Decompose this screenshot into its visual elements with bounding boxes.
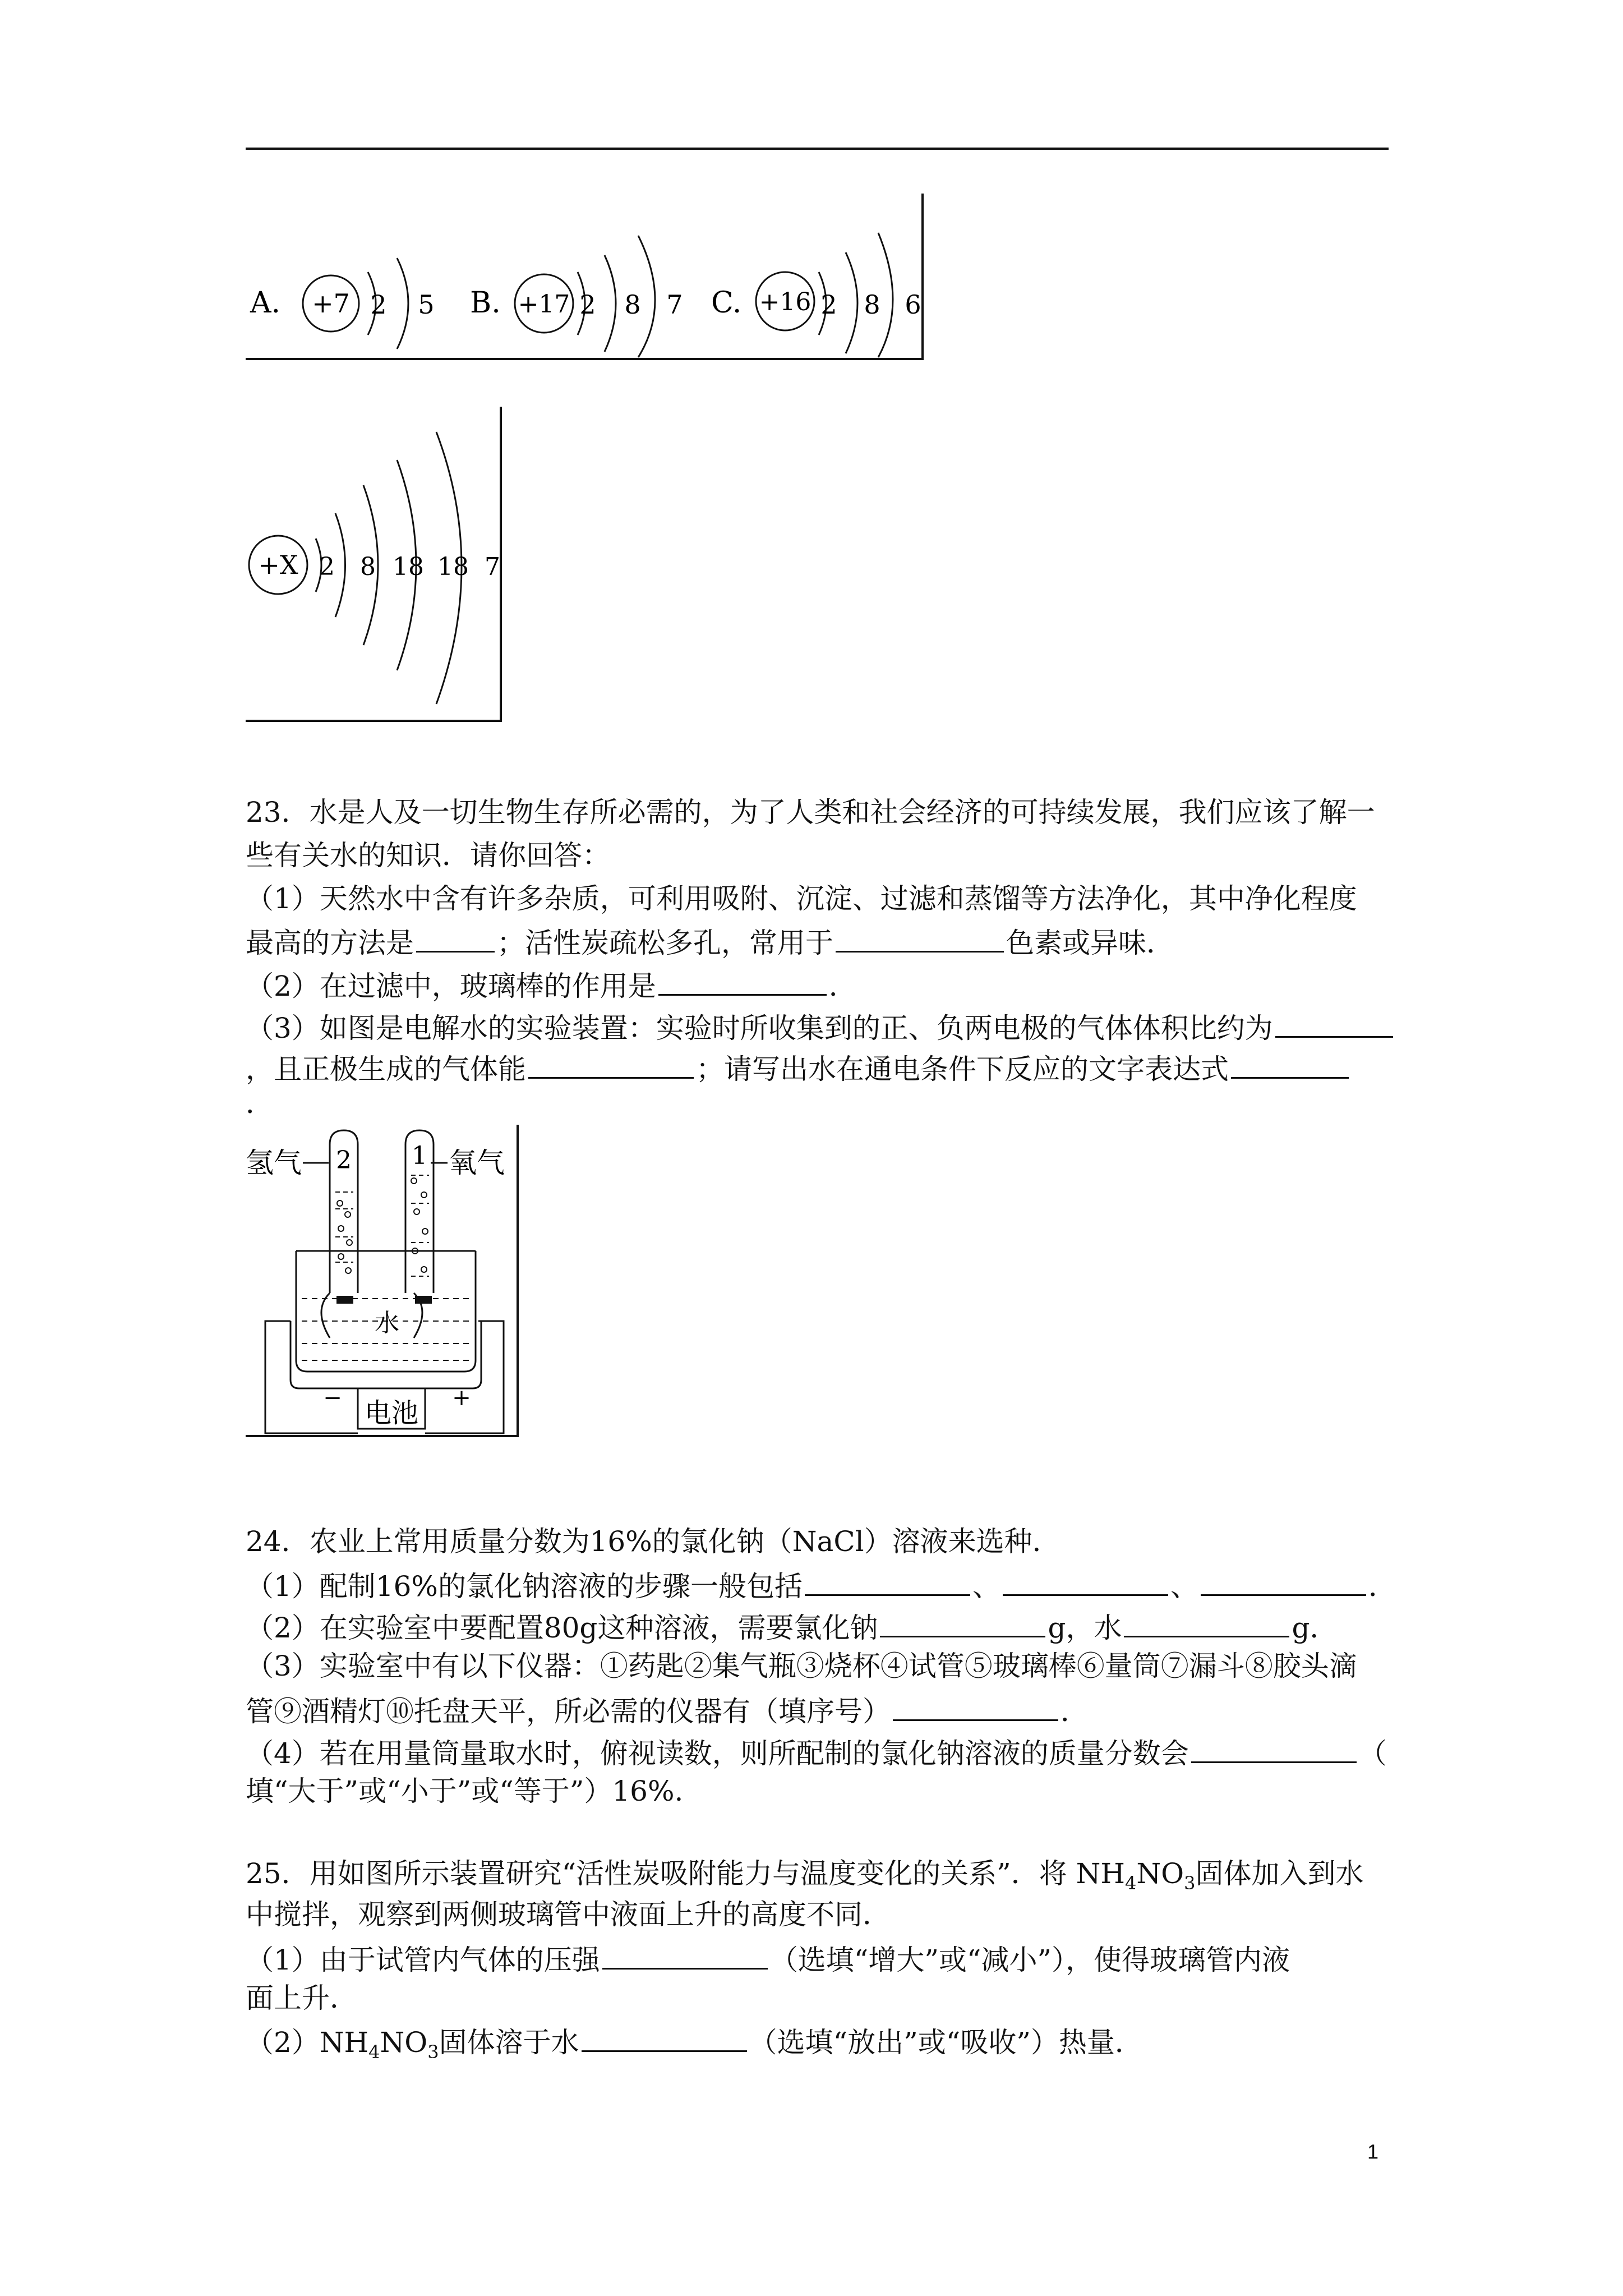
option-a-label: A. (250, 286, 281, 320)
q25-2-no: NO (380, 2026, 428, 2059)
x-atom-shell-1: 2 (319, 553, 335, 581)
q23-1-text-b: ；活性炭疏松多孔，常用于 (497, 927, 833, 959)
electrolysis-figure (246, 1125, 526, 1439)
q23-1-text-c: 色素或异味． (1006, 927, 1174, 959)
q23-blank-word-equation[interactable] (1231, 1049, 1349, 1079)
q25-text-a: 25．用如图所示装置研究“活性炭吸附能力与温度变化的关系”．将 NH (246, 1857, 1125, 1890)
q24-2-text-c: g． (1292, 1612, 1338, 1644)
atom-options-figure (246, 194, 924, 362)
q24-2-text-b: g，水 (1048, 1612, 1122, 1644)
option-a-shell-1: 2 (370, 289, 387, 320)
q24-blank-step-1[interactable] (805, 1566, 970, 1596)
page-number: 1 (1367, 2140, 1379, 2163)
q23-blank-purest-method[interactable] (416, 923, 495, 953)
q23-line-7 (246, 1049, 1396, 1086)
x-atom-figure (246, 407, 504, 724)
q24-line-3 (246, 1608, 1396, 1645)
q24-line-2 (246, 1566, 1396, 1603)
q24-line-7: 填“大于”或“小于”或“等于”）16%. (246, 1775, 684, 1807)
q24-blank-step-2[interactable] (1003, 1566, 1168, 1596)
option-b-shell-3: 7 (666, 289, 683, 320)
q23-2-text-a: （2）在过滤中，玻璃棒的作用是 (246, 970, 656, 1002)
q23-blank-activated-carbon[interactable] (836, 923, 1004, 953)
q24-2-text-a: （2）在实验室中要配置80g这种溶液，需要氯化钠 (246, 1612, 878, 1644)
hydrogen-label: 氢气 (246, 1147, 302, 1179)
q24-blank-instruments[interactable] (893, 1691, 1058, 1721)
q24-sep-2: 、 (1170, 1570, 1198, 1603)
q25-2-sub-3: 3 (427, 2041, 439, 2063)
option-c-nucleus: +16 (759, 288, 811, 316)
q24-sep-1: 、 (972, 1570, 1000, 1603)
q23-line-2: 些有关水的知识．请你回答： (246, 839, 610, 872)
tube-right-number: 1 (412, 1142, 427, 1170)
option-c-shell-2: 8 (864, 289, 880, 320)
q25-2-text-b: 固体溶于水 (439, 2026, 579, 2059)
q23-line-1: 23．水是人及一切生物生存所必需的，为了人类和社会经济的可持续发展，我们应该了解一 (246, 796, 1375, 829)
q23-blank-positive-gas[interactable] (528, 1049, 694, 1079)
x-atom-shell-4: 18 (437, 553, 469, 581)
q23-blank-volume-ratio[interactable] (1275, 1008, 1393, 1038)
x-atom-shell-3: 18 (393, 553, 424, 581)
x-atom-shell-2: 8 (360, 553, 376, 581)
oxygen-label: 氧气 (449, 1147, 505, 1179)
option-c-label: C. (711, 286, 742, 320)
option-b-label: B. (470, 286, 501, 320)
option-a-nucleus: +7 (312, 288, 350, 319)
q25-line-2: 中搅拌，观察到两侧玻璃管中液面上升的高度不同． (246, 1898, 891, 1931)
q24-end-1: ． (1368, 1570, 1396, 1603)
q25-2-sub-4: 4 (368, 2041, 380, 2063)
q25-2-text-a: （2）NH (246, 2026, 369, 2059)
water-label: 水 (375, 1309, 399, 1337)
battery-label: 电池 (364, 1397, 419, 1429)
q23-1-text-a: 最高的方法是 (246, 927, 414, 959)
q25-line-3 (246, 1940, 1396, 1977)
q23-3-text-c: ；请写出水在通电条件下反应的文字表达式 (696, 1053, 1229, 1085)
q24-1-text: （1）配制16%的氯化钠溶液的步骤一般包括 (246, 1570, 803, 1603)
minus-sign: − (323, 1385, 342, 1411)
q25-2-text-c: （选填“放出”或“吸收”）热量． (749, 2026, 1143, 2059)
q25-line-1 (246, 1857, 1396, 1894)
q23-line-3: （1）天然水中含有许多杂质，可利用吸附、沉淀、过滤和蒸馏等方法净化，其中净化程度 (246, 882, 1357, 915)
q23-3-text-b: ，且正极生成的气体能 (246, 1053, 526, 1085)
option-a-shell-2: 5 (418, 289, 435, 320)
q23-line-6 (246, 1008, 1396, 1045)
q24-blank-mass-fraction[interactable] (1191, 1733, 1357, 1763)
q24-end-3: ． (1061, 1695, 1089, 1728)
option-c-shell-1: 2 (820, 289, 837, 320)
q24-line-4: （3）实验室中有以下仪器：①药匙②集气瓶③烧杯④试管⑤玻璃棒⑥量筒⑦漏斗⑧胶头滴 (246, 1650, 1357, 1682)
q23-blank-glass-rod[interactable] (658, 966, 827, 996)
q24-line-5 (246, 1691, 1396, 1728)
q23-line-4 (246, 923, 1396, 960)
option-b-shell-2: 8 (624, 289, 641, 320)
q24-blank-step-3[interactable] (1201, 1566, 1366, 1596)
q25-text-b: 固体加入到水 (1195, 1857, 1364, 1890)
header-rule (246, 148, 1389, 150)
q24-line-1: 24．农业上常用质量分数为16%的氯化钠（NaCl）溶液来选种． (246, 1525, 1061, 1558)
x-atom-shell-5: 7 (485, 553, 500, 581)
q25-1-text-a: （1）由于试管内气体的压强 (246, 1944, 600, 1976)
q24-4-text-b: （ (1358, 1737, 1387, 1770)
q25-1-text-b: （选填“增大”或“减小”），使得玻璃管内液 (769, 1944, 1290, 1976)
tube-left-number: 2 (336, 1146, 352, 1175)
q23-line-5 (246, 966, 1396, 1003)
q25-blank-pressure[interactable] (602, 1940, 768, 1970)
option-b-shell-1: 2 (579, 289, 596, 320)
option-b-nucleus: +17 (518, 290, 570, 319)
q25-line-5 (246, 2022, 1396, 2063)
q25-sub-4: 4 (1125, 1872, 1137, 1894)
q25-sub-3: 3 (1184, 1872, 1196, 1894)
x-atom-nucleus: +X (258, 550, 298, 580)
q24-line-6 (246, 1733, 1396, 1770)
q24-blank-nacl-mass[interactable] (880, 1608, 1045, 1637)
q23-3-text-a: （3）如图是电解水的实验装置：实验时所收集到的正、负两电极的气体体积比约为 (246, 1012, 1273, 1045)
q23-2-text-b: ． (828, 970, 857, 1002)
q25-line-4: 面上升． (246, 1982, 358, 2014)
q24-blank-water-mass[interactable] (1124, 1608, 1289, 1637)
q24-3-text: 管⑨酒精灯⑩托盘天平，所必需的仪器有（填序号） (246, 1695, 891, 1728)
option-c-shell-3: 6 (905, 289, 921, 320)
q25-no: NO (1136, 1857, 1184, 1890)
plus-sign: + (452, 1385, 471, 1411)
q25-blank-heat[interactable] (582, 2022, 747, 2052)
q24-4-text-a: （4）若在用量筒量取水时，俯视读数，则所配制的氯化钠溶液的质量分数会 (246, 1737, 1189, 1770)
q23-line-8: ． (246, 1087, 274, 1120)
